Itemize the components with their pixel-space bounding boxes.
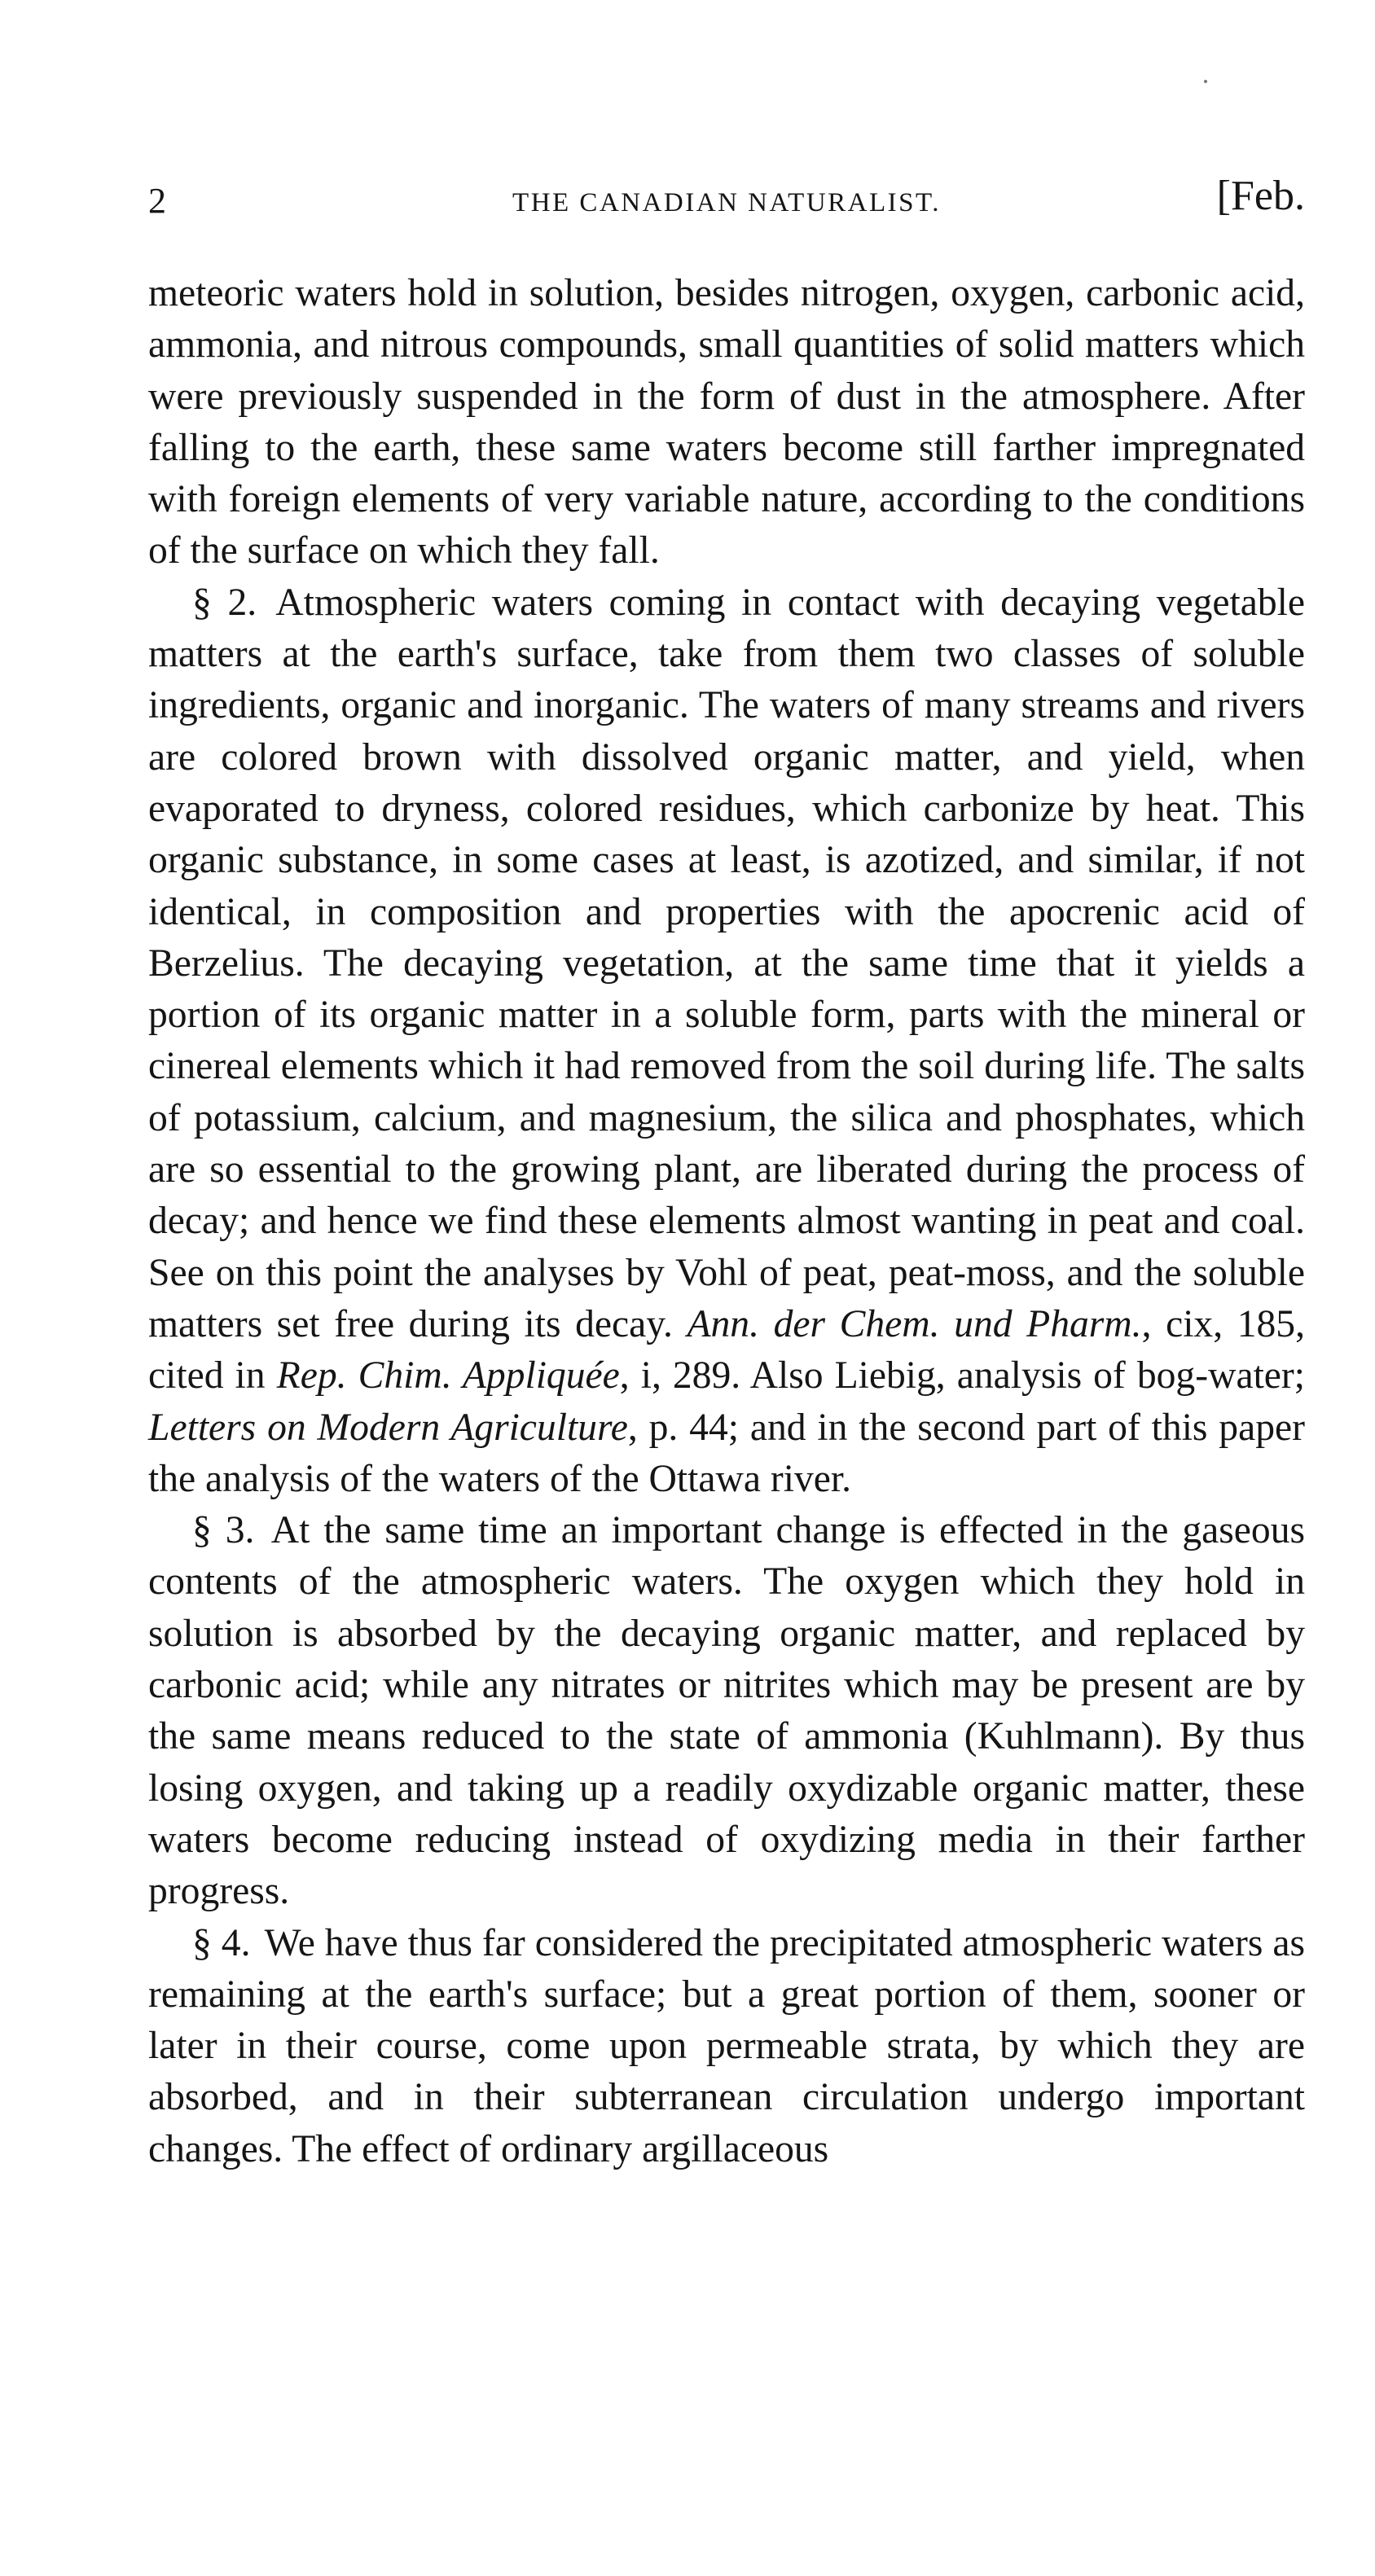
paragraph-text: , cix, 185, cited in	[148, 1302, 1305, 1398]
section-number: § 3.	[192, 1509, 255, 1552]
paragraph-text: , i, 289. Also Liebig, analysis of bog-water;	[619, 1354, 1305, 1398]
paragraph-section-4	[148, 1918, 1305, 2175]
section-number: § 2.	[192, 581, 257, 624]
paragraph-continued	[148, 268, 1305, 577]
paragraph-text: , p. 44; and in the second part of this paper the analysis of the waters of the Ottawa river.	[148, 1406, 1305, 1500]
paragraph-text: We have thus far considered the precipitated atmospheric waters as remaining at the earth's surface; but a great portion of them, sooner or later in their course, come upon permeable strata, by which they are absorbed, and in their subterranean circulation undergo important changes. The effect of ordinary argillaceous	[148, 1921, 1305, 2170]
paragraph-text: meteoric waters hold in solution, besides nitrogen, oxygen, carbonic acid, ammonia, and nitrous compounds, small quantities of solid matters which were previously suspended in the form of dust in the atmosphere. After falling to the earth, these same waters become still farther impregnated with foreign elements of very variable nature, according to the conditions of the surface on which they fall.	[148, 272, 1305, 573]
citation: Rep. Chim. Appliquée	[276, 1354, 620, 1398]
paragraph-section-3	[148, 1505, 1305, 1917]
running-head	[148, 167, 1305, 232]
section-number: § 4.	[192, 1921, 251, 1964]
journal-title: THE CANADIAN NATURALIST.	[512, 188, 941, 217]
paragraph-section-2	[148, 577, 1305, 1505]
body-text	[148, 268, 1305, 2175]
page-number: 2	[148, 181, 166, 221]
paragraph-text: At the same time an important change is effected in the gaseous contents of the atmospheric waters. The oxygen which they hold in solution is absorbed by the decaying organic matter, and replaced by carbonic acid; while any nitrates or nitrites which may be present are by the same means reduced to the state of ammonia (Kuhlmann). By thus losing oxygen, and taking up a readily oxydizable organic matter, these waters become reducing instead of oxydizing media in their farther progress.	[148, 1509, 1306, 1913]
running-date: [Feb.	[1216, 173, 1305, 219]
book-page	[148, 167, 1305, 2175]
citation: Letters on Modern Agriculture	[148, 1406, 628, 1449]
citation: Ann. der Chem. und Pharm.	[687, 1302, 1142, 1345]
paragraph-text: Atmospheric waters coming in contact with decaying vegetable matters at the earth's surface, take from them two classes of soluble ingredients, organic and inorganic. The waters of many streams and rivers are colored brown with dissolved organic matter, and yield, when evaporated to dryness, colored residues, which carbonize by heat. This organic substance, in some cases at least, is azotized, and similar, if not identical, in composition and properties with the apocrenic acid of Berzelius. The decaying vegetation, at the same time that it yields a portion of its organic matter in a soluble form, parts with the mineral or cinereal elements which it had removed from the soil during life. The salts of potassium, calcium, and magnesium, the silica and phosphates, which are so essential to the growing plant, are liberated during the process of decay; and hence we find these elements almost wanting in peat and coal. See on this point the analyses by Vohl of peat, peat-moss, and the soluble matters set free during its decay.	[148, 581, 1306, 1345]
stray-ink-speck	[1204, 80, 1207, 83]
